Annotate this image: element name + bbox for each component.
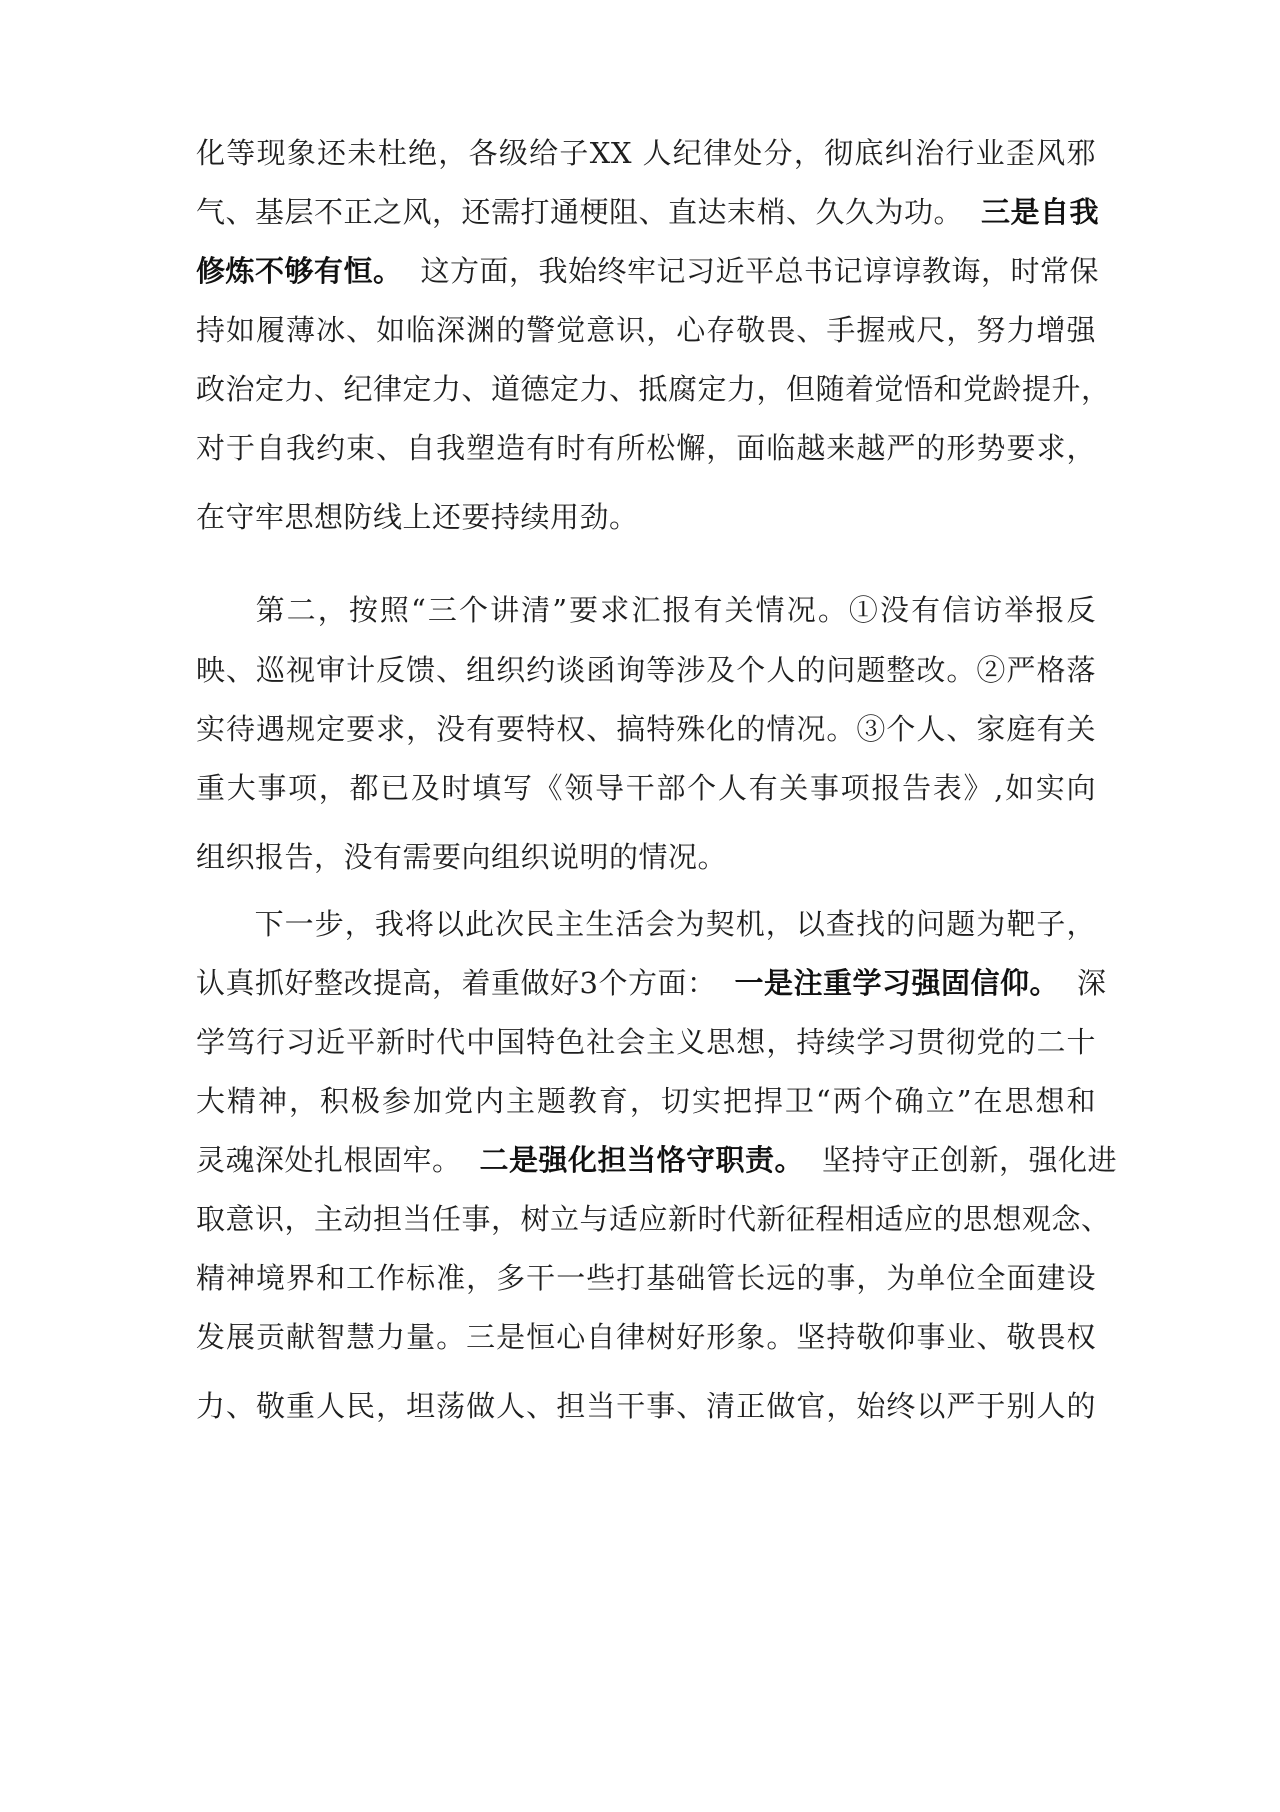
text-line xyxy=(196,1258,1096,1298)
text-run: 坚持守正创新，强化进 xyxy=(822,1143,1118,1177)
text-run: 力、敬重人民，坦荡做人、担当干事、清正做官，始终以严于别人的 xyxy=(196,1389,1096,1423)
bold-heading-run: 一是注重学习强固信仰。 xyxy=(734,966,1059,1000)
text-run: 认真抓好整改提高，着重做好3个方面： xyxy=(196,966,717,1000)
bold-heading-run: 三是自我 xyxy=(981,195,1100,229)
text-run: 化等现象还未杜绝，各级给子XX 人纪律处分，彻底纠治行业歪风邪 xyxy=(196,136,1096,170)
text-run: 灵魂深处扎根固牢。 xyxy=(196,1143,462,1177)
text-run: 取意识，主动担当任事，树立与适应新时代新征程相适应的思想观念、 xyxy=(196,1202,1111,1236)
text-line xyxy=(196,650,1096,690)
bold-heading-run: 修炼不够有恒。 xyxy=(196,254,403,288)
text-run: 气、基层不正之风，还需打通梗阻、直达末梢、久久为功。 xyxy=(196,195,964,229)
text-line xyxy=(196,133,1096,173)
text-line xyxy=(196,590,1096,630)
text-run: 持如履薄冰、如临深渊的警觉意识，心存敬畏、手握戒尺，努力增强 xyxy=(196,313,1096,347)
text-run: 实待遇规定要求，没有要特权、搞特殊化的情况。③个人、家庭有关 xyxy=(196,712,1096,746)
text-line xyxy=(196,768,1096,808)
text-run: 在守牢思想防线上还要持续用劲。 xyxy=(196,500,639,534)
text-line xyxy=(196,1140,1118,1180)
text-line xyxy=(196,709,1096,749)
text-line xyxy=(196,1022,1096,1062)
text-run: 映、巡视审计反馈、组织约谈函询等涉及个人的问题整改。②严格落 xyxy=(196,653,1096,687)
text-run: 这方面，我始终牢记习近平总书记谆谆教诲，时常保 xyxy=(420,254,1100,288)
text-run: 精神境界和工作标准，多干一些打基础管长远的事，为单位全面建设 xyxy=(196,1261,1096,1295)
text-run: 重大事项，都已及时填写《领导干部个人有关事项报告表》,如实向 xyxy=(196,771,1096,805)
text-run: 第二，按照“三个讲清”要求汇报有关情况。①没有信访举报反 xyxy=(254,593,1096,627)
bold-heading-run: 二是强化担当恪守职责。 xyxy=(479,1143,805,1177)
text-run: 政治定力、纪律定力、道德定力、抵腐定力，但随着觉悟和党龄提升， xyxy=(196,372,1111,406)
text-line xyxy=(196,428,1096,468)
text-line xyxy=(196,904,1096,944)
text-line xyxy=(196,1199,1111,1239)
text-line xyxy=(196,1386,1096,1426)
text-run: 对于自我约束、自我塑造有时有所松懈，面临越来越严的形势要求， xyxy=(196,431,1096,465)
text-line xyxy=(196,497,1096,537)
text-line xyxy=(196,251,1100,291)
text-line xyxy=(196,963,1107,1003)
text-run: 学笃行习近平新时代中国特色社会主义思想，持续学习贯彻党的二十 xyxy=(196,1025,1096,1059)
text-line xyxy=(196,192,1100,232)
text-line xyxy=(196,369,1111,409)
text-run: 大精神，积极参加党内主题教育，切实把捍卫“两个确立”在思想和 xyxy=(196,1084,1096,1118)
text-line xyxy=(196,1317,1096,1357)
text-run: 下一步，我将以此次民主生活会为契机，以查找的问题为靶子， xyxy=(254,907,1096,941)
text-line xyxy=(196,1081,1096,1121)
text-line xyxy=(196,310,1096,350)
text-run: 深 xyxy=(1076,966,1107,1000)
text-run: 发展贡献智慧力量。三是恒心自律树好形象。坚持敬仰事业、敬畏权 xyxy=(196,1320,1096,1354)
text-line xyxy=(196,837,1096,877)
text-run: 组织报告，没有需要向组织说明的情况。 xyxy=(196,840,728,874)
